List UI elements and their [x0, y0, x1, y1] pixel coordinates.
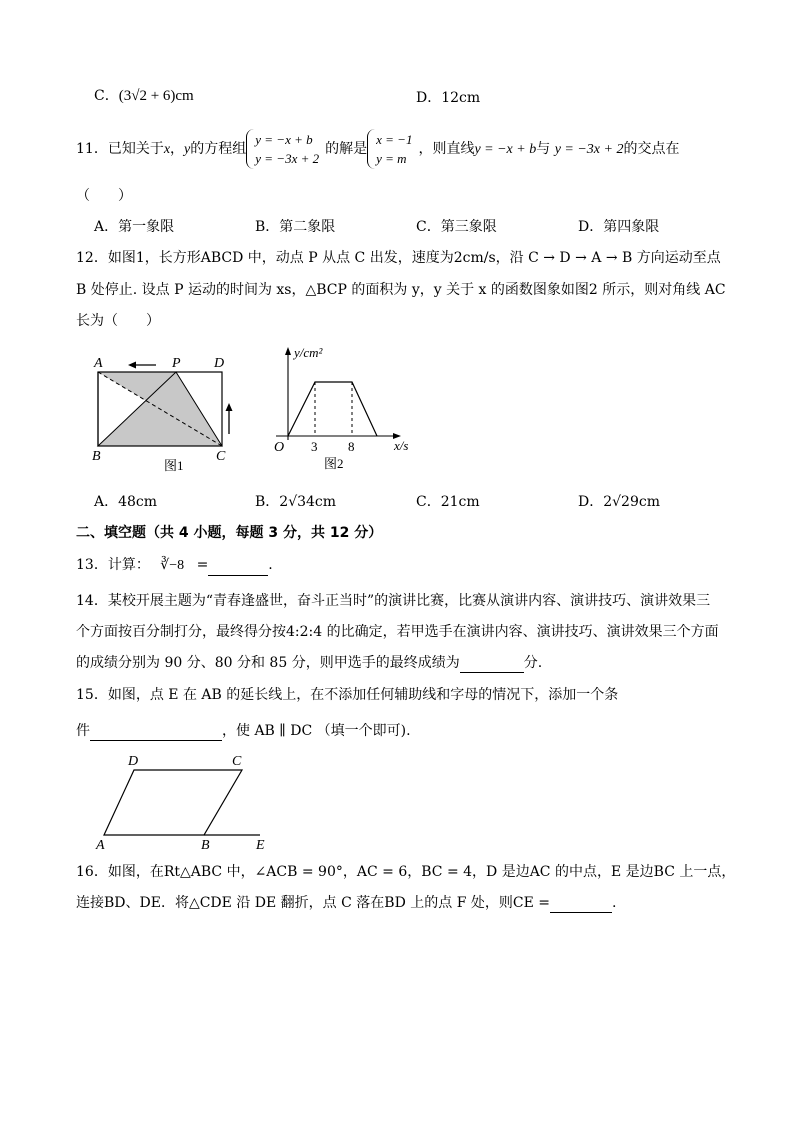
question-13 — [76, 555, 273, 576]
q12-option-a: A．48cm — [94, 494, 158, 510]
question-12-line-2: B 处停止. 设点 P 运动的时间为 xs，△BCP 的面积为 y，y 关于 x 的函数图象如图2 所示，则对角线 AC — [76, 282, 726, 298]
text: 如图，在Rt△ABC 中，∠ACB = 90°，AC = 6，BC = 4，D 是边AC 的中点，E 是边BC 上一点， — [107, 864, 736, 880]
text: 分. — [523, 655, 543, 671]
text: 的交点在 — [623, 141, 680, 157]
question-number: 13． — [76, 557, 108, 573]
y-axis-label: y/cm² — [294, 345, 323, 360]
text: 与 — [536, 141, 551, 157]
q10-option-d — [416, 88, 480, 108]
text: 已知关于 — [107, 141, 164, 157]
question-12-line-1 — [76, 248, 721, 268]
q10-option-c — [94, 86, 194, 106]
q12-option-c: C．21cm — [416, 494, 480, 510]
option-label: D． — [416, 90, 442, 106]
text: 的方程组 — [190, 141, 247, 157]
question-15-line-2 — [76, 721, 411, 741]
question-11-paren: （ ） — [76, 188, 132, 204]
option-label: C． — [94, 88, 119, 104]
text: ， — [170, 141, 185, 157]
answer-blank[interactable] — [550, 896, 612, 913]
label-p: P — [172, 356, 181, 371]
section-2-heading: 二、填空题（共 4 小题，每题 3 分，共 12 分） — [76, 525, 383, 541]
figure-parallelogram — [92, 750, 282, 852]
q12-option-b: B．2√34cm — [255, 494, 337, 510]
text: 某校开展主题为“青春逢盛世，奋斗正当时”的演讲比赛，比赛从演讲内容、演讲技巧、演讲效果三 — [107, 593, 711, 609]
label-d: D — [128, 754, 139, 769]
x-axis-label: x/s — [394, 438, 409, 453]
label-c: C — [216, 449, 226, 464]
text: 件 — [76, 723, 90, 739]
cube-root-expr: ∛−8 — [160, 558, 185, 573]
figure-2 — [268, 340, 418, 475]
q11-option-d: D．第四象限 — [578, 219, 660, 235]
label-e: E — [256, 838, 265, 852]
caption-fig2: 图2 — [324, 456, 344, 471]
var-x: x — [163, 142, 171, 157]
question-11 — [76, 126, 679, 172]
question-14-line-3 — [76, 653, 542, 673]
label-b: B — [92, 449, 101, 464]
parallelogram-abcd — [104, 770, 242, 835]
q12-option-d: D．2√29cm — [578, 494, 660, 510]
label-c: C — [232, 754, 242, 769]
question-number: 14． — [76, 593, 108, 609]
equation-2: y = −3x + 2 — [255, 151, 320, 166]
question-15-line-1 — [76, 685, 618, 705]
origin-label: O — [274, 440, 285, 455]
line-1: y = −x + b — [474, 142, 537, 157]
label-a: A — [94, 356, 103, 371]
line-2: y = −3x + 2 — [554, 142, 624, 157]
answer-blank[interactable] — [208, 559, 268, 576]
answer-blank[interactable] — [460, 656, 524, 673]
solution-2: y = m — [376, 151, 407, 166]
option-value: 12cm — [441, 90, 481, 106]
tick-3: 3 — [311, 439, 318, 454]
equals: = — [196, 557, 209, 573]
equation-system — [246, 129, 325, 169]
text: 如图1，长方形ABCD 中，动点 P 从点 C 出发，速度为2cm/s，沿 C → D → A → B 方向运动至点 — [107, 250, 721, 266]
label-d: D — [214, 356, 225, 371]
question-14-line-1 — [76, 591, 710, 611]
text: 连接BD、DE．将△CDE 沿 DE 翻折，点 C 落在BD 上的点 F 处，则CE = — [76, 895, 550, 911]
answer-blank[interactable] — [90, 724, 222, 741]
text: 计算： — [107, 557, 150, 573]
function-graph — [288, 382, 377, 436]
question-number: 11． — [76, 141, 108, 157]
var-y: y — [184, 142, 191, 157]
label-b: B — [201, 838, 210, 852]
question-number: 15． — [76, 687, 108, 703]
q11-option-a: A．第一象限 — [94, 219, 175, 235]
question-14-line-2: 个方面按百分制打分，最终得分按4:2:4 的比确定，若甲选手在演讲内容、演讲技巧、演讲效果三个方面 — [76, 624, 719, 640]
text: ，则直线 — [418, 141, 475, 157]
text: 如图，点 E 在 AB 的延长线上，在不添加任何辅助线和字母的情况下，添加一个条 — [107, 687, 619, 703]
solution-system — [367, 129, 418, 169]
period: . — [611, 895, 617, 911]
solution-1: x = −1 — [376, 132, 413, 147]
text: 的解是 — [325, 141, 368, 157]
tick-8: 8 — [348, 439, 355, 454]
label-a: A — [96, 838, 105, 852]
text: 的成绩分别为 90 分、80 分和 85 分，则甲选手的最终成绩为 — [76, 655, 460, 671]
question-16-line-2 — [76, 893, 616, 913]
equation-1: y = −x + b — [255, 132, 313, 147]
figure-1 — [88, 348, 248, 476]
option-value: (3√2 + 6)cm — [118, 88, 194, 104]
period: . — [268, 557, 273, 573]
question-12-line-3: 长为（ ） — [76, 313, 160, 329]
question-number: 16． — [76, 864, 108, 880]
q11-option-c: C．第三象限 — [416, 219, 497, 235]
question-number: 12． — [76, 250, 108, 266]
question-16-line-1 — [76, 862, 735, 882]
caption-fig1: 图1 — [164, 458, 184, 473]
q11-option-b: B．第二象限 — [255, 219, 336, 235]
text: ，使 AB ∥ DC （填一个即可). — [222, 723, 411, 739]
